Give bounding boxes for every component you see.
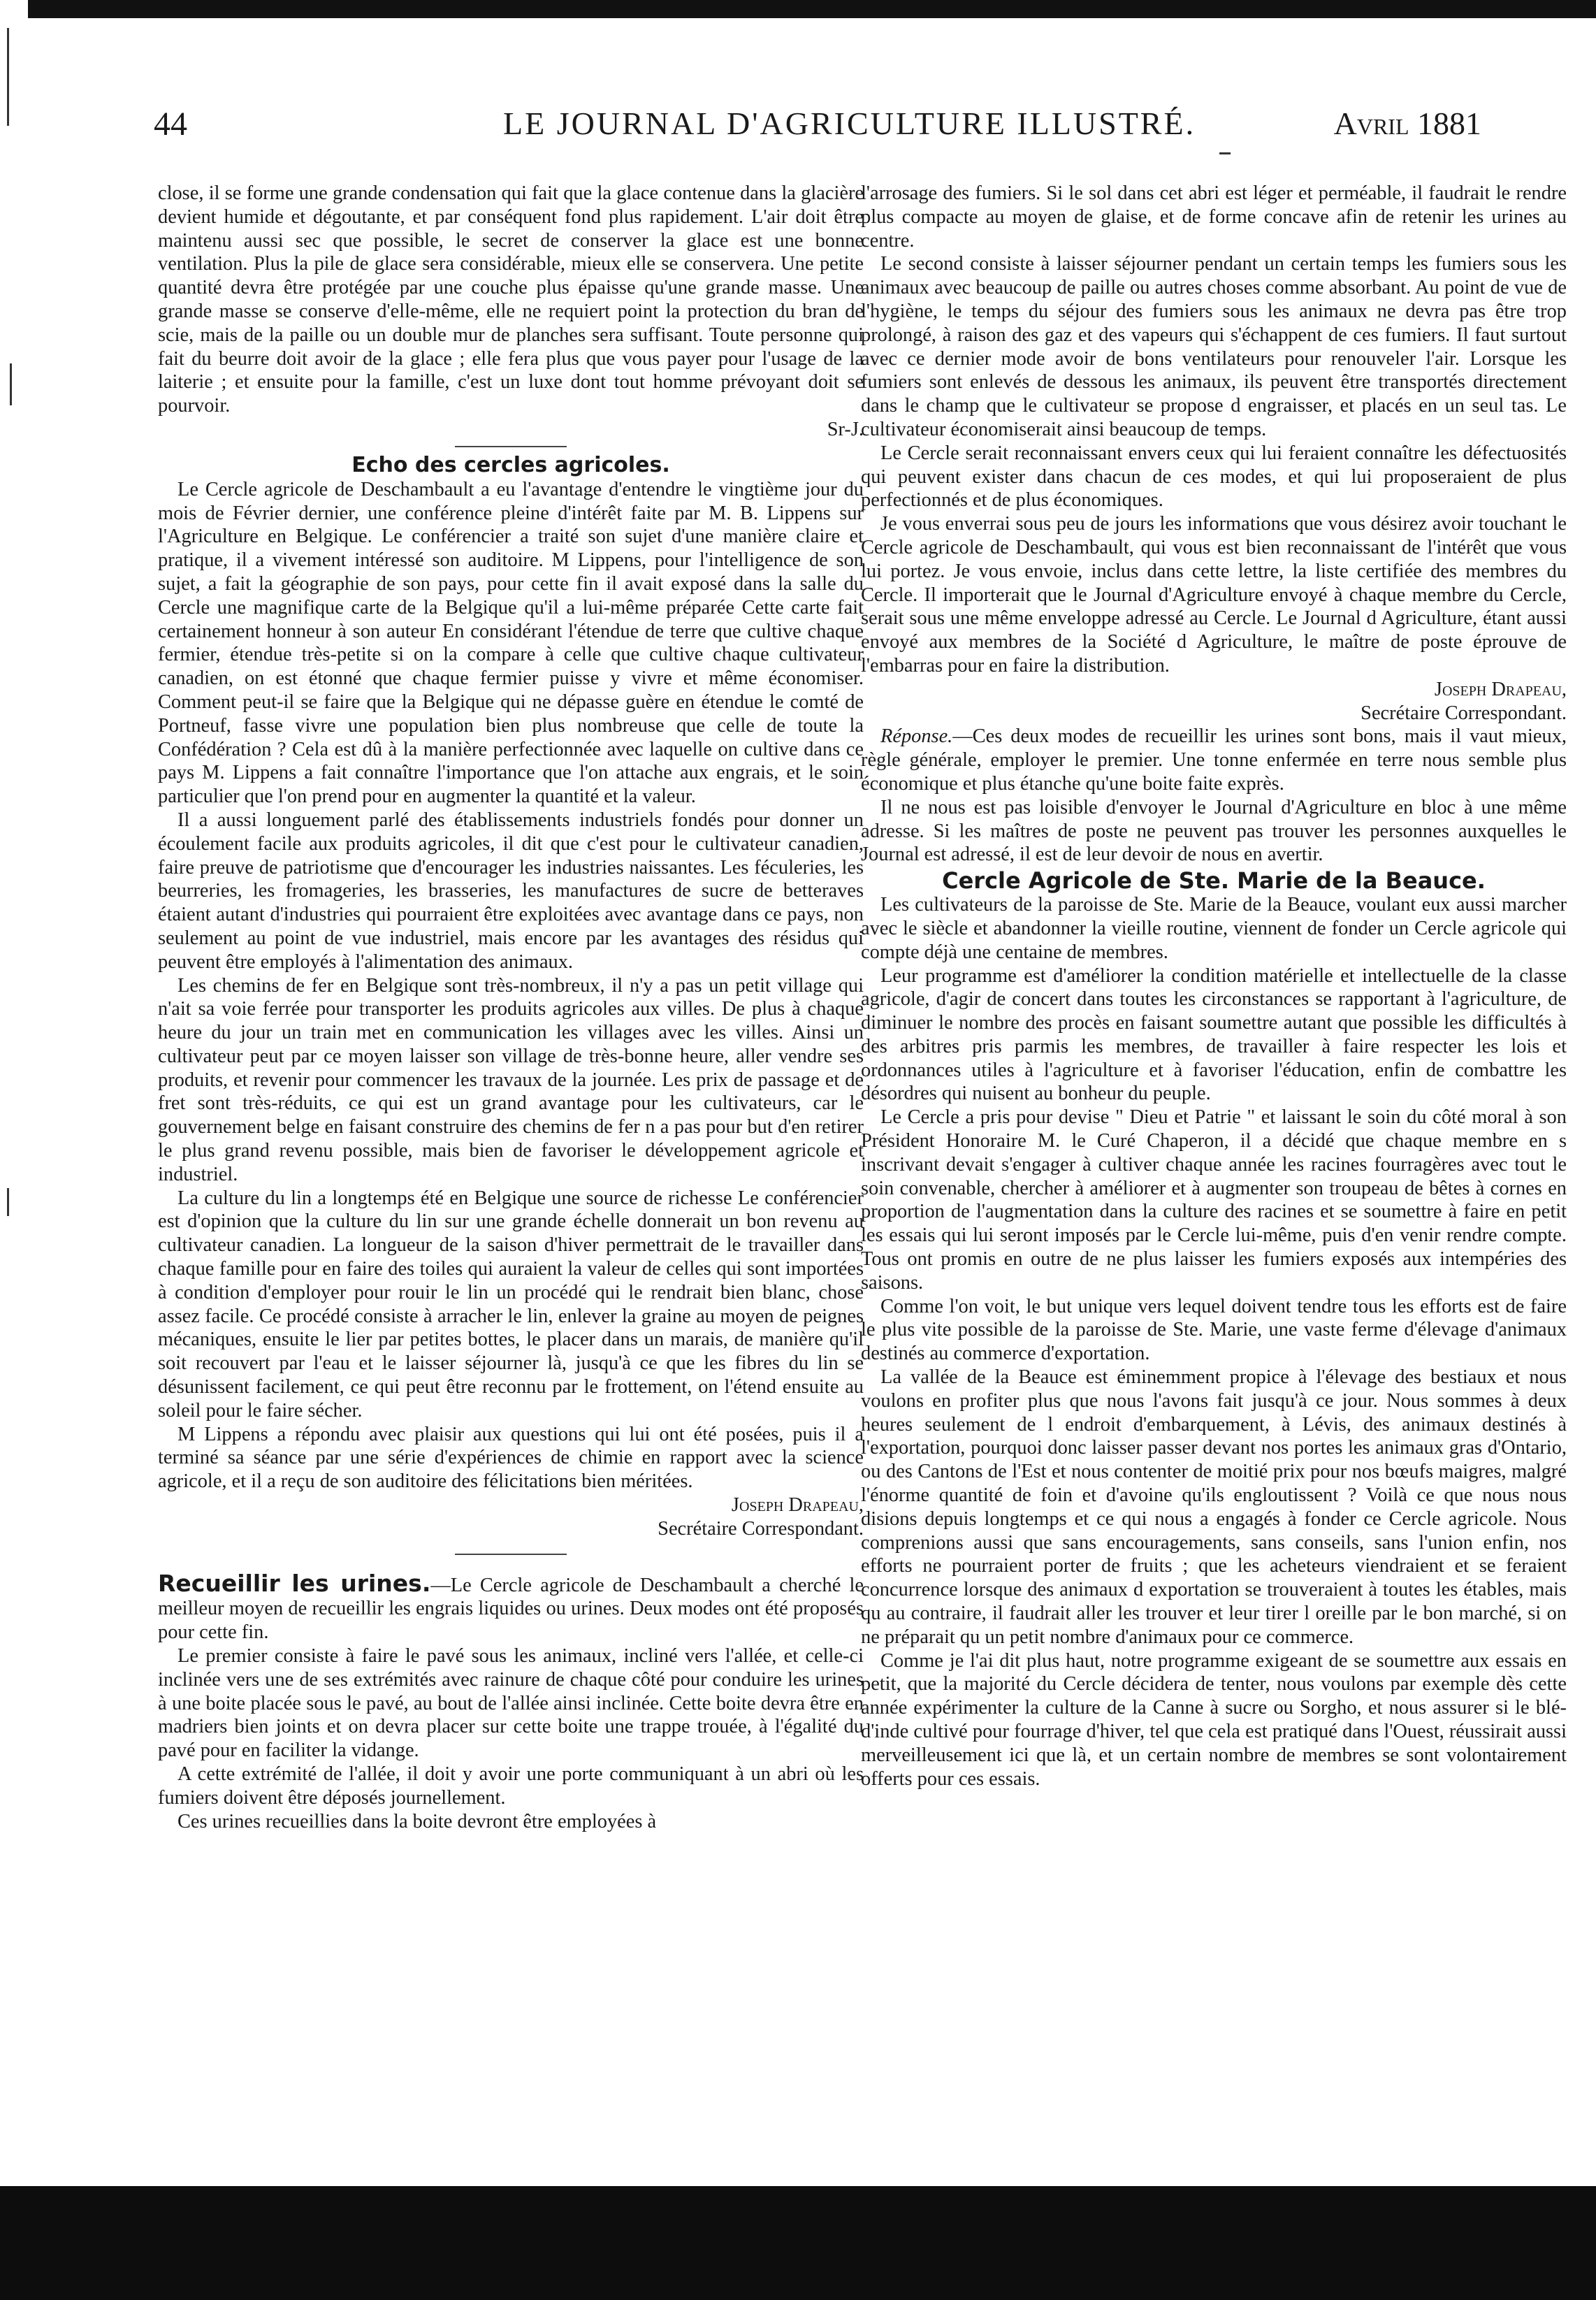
journal-title: LE JOURNAL D'AGRICULTURE ILLUSTRÉ. bbox=[503, 106, 1196, 141]
paragraph bbox=[158, 1569, 864, 1644]
page-header bbox=[154, 105, 1481, 147]
paragraph: Le premier consiste à faire le pavé sous les animaux, incliné vers l'allée, et celle-ci inclinée vers une de ses extrémités avec rainure de chaque côté pour conduire les urines à une boite placée sous le pavé, au bout de l'allée ainsi inclinée. Cette boite devra être en madriers bien joints et on devra placer sur cette boite une trappe trouée, à l'égalité du pavé pour en faciliter la vidange. bbox=[158, 1645, 864, 1762]
section-heading: Cercle Agricole de Ste. Marie de la Beauce. bbox=[942, 867, 1486, 895]
scan-top-border bbox=[28, 0, 1596, 18]
page-number: 44 bbox=[154, 106, 187, 143]
paragraph: close, il se forme une grande condensation qui fait que la glace contenue dans la glacière devient humide et dégoutante, et par conséquent fond plus rapidement. L'air doit être maintenu aussi sec que possible, le secret de conserver la glace est une bonne ventilation. Plus la pile de glace sera considérable, mieux elle se conservera. Une petite quantité devra être protégée par une couche plus épaisse qu'une grande masse. Une grande masse se conserve d'elle-même, elle ne requiert point la protection du bran de scie, mais de la paille ou un double mur de planches sera suffisant. Toute personne qui fait du beurre doit avoir de la glace ; elle fera plus que vous payer pour l'usage de la laiterie ; et ensuite pour la famille, c'est un luxe dont tout homme prévoyant doit se pourvoir. bbox=[158, 182, 864, 417]
right-column bbox=[861, 182, 1567, 1791]
paragraph: Il a aussi longuement parlé des établissements industriels fondés pour donner un écoulement facile aux produits agricoles, il dit que c'est pour le cultivateur canadien, faire preuve de patriotisme que d'encourager les industries naissantes. Les féculeries, les beurreries, les fromageries, les brasseries, les manufactures de sucre de betteraves étaient autant d'industries qui pourraient être exploitées avec avantage dans ce pays, non seulement au point de vue industriel, mais encore par les avantages des résidus qui peuvent être employés à l'alimentation des animaux. bbox=[158, 809, 864, 973]
section-rule bbox=[455, 1554, 567, 1555]
header-rule bbox=[1219, 152, 1231, 154]
scan-bottom-border bbox=[0, 2186, 1596, 2300]
section-heading: Echo des cercles agricoles. bbox=[351, 452, 670, 477]
paragraph-text: —Ces deux modes de recueillir les urines sont bons, mais il vaut mieux, règle générale, employer le premier. Une tonne enfermée en terre nous semble plus économique et plus étanche qu'une boite faite exprès. bbox=[861, 725, 1567, 795]
paragraph-text: —Le Cercle agricole de Deschambault a cherché le meilleur moyen de recueillir les engrais liquides ou urines. Deux modes ont été proposés pour cette fin. bbox=[158, 1574, 864, 1644]
paragraph: Comme je l'ai dit plus haut, notre programme exigeant de se soumettre aux essais en petit, que la majorité du Cercle décidera de tenter, nous voulons par exemple dès cette année expérimenter la culture de la Canne à sucre ou Sorgho, et nous assurer si le blé-d'inde cultivé pour fourrage d'hiver, tel que cela est pratiqué dans l'Ouest, réussirait aussi merveilleusement ici que là, et un certain nombre de membres se sont volontairement offerts pour ces essais. bbox=[861, 1649, 1567, 1790]
paragraph: Leur programme est d'améliorer la condition matérielle et intellectuelle de la classe agricole, d'agir de concert dans toutes les circonstances se rapportant à l'agriculture, de diminuer le nombre des procès en faisant soumettre autant que possible les difficultés à des arbitres pris parmis les membres, de travailler à faire respecter les lois et ordonnances utiles à l'agriculture et à favoriser l'éducation, enfin de combattre les désordres qui nuisent au bonheur du peuple. bbox=[861, 964, 1567, 1105]
paragraph bbox=[861, 725, 1567, 795]
paragraph: Il ne nous est pas loisible d'envoyer le Journal d'Agriculture en bloc à une même adresse. Si les maîtres de poste ne peuvent pas trouver les personnes auxquelles le Journal est adressé, il est de leur devoir de nous en avertir. bbox=[861, 796, 1567, 866]
paragraph: Le Cercle serait reconnaissant envers ceux qui lui feraient connaître les défectuosités qui peuvent exister dans chacun de ces modes, et qui lui proposeraient de plus perfectionnés et de plus économiques. bbox=[861, 442, 1567, 512]
paragraph: Le Cercle agricole de Deschambault a eu l'avantage d'entendre le vingtième jour du mois de Février dernier, une conférence pleine d'intérêt faite par M. B. Lippens sur l'Agriculture en Belgique. Le conférencier a traité son sujet d'une manière claire et pratique, il a vivement intéressé son auditoire. M Lippens, pour l'intelligence de son sujet, a fait la géographie de son pays, pour cette fin il avait exposé dans la salle du Cercle une magnifique carte de la Belgique qu'il a lui-même préparée Cette carte fait certainement honneur à son auteur En considérant l'étendue de terre que cultive chaque fermier, étendue très-petite si on la compare à celle que cultive chaque cultivateur canadien, on est étonné que chaque fermier puisse y vivre et même économiser. Comment peut-il se faire que la Belgique qui ne dépasse guère en étendue le comté de Portneuf, fasse vivre une population bien plus nombreuse que celle de toute la Confédération ? Cela est dû à la manière perfectionnée avec laquelle on cultive dans ce pays M. Lippens a fait connaître l'importance que l'on attache aux engrais, et le soin particulier que l'on prend pour en augmenter la quantité et la valeur. bbox=[158, 478, 864, 808]
paragraph: Ces urines recueillies dans la boite devront être employées à bbox=[177, 1810, 657, 1832]
paragraph: Comme l'on voit, le but unique vers lequel doivent tendre tous les efforts est de faire le plus vite possible de la paroisse de Ste. Marie, une vaste ferme d'élevage d'animaux destinés au commerce d'exportation. bbox=[861, 1295, 1567, 1365]
paragraph: l'arrosage des fumiers. Si le sol dans cet abri est léger et perméable, il faudrait le rendre plus compacte au moyen de glaise, et de forme concave afin de retenir les urines au centre. bbox=[861, 182, 1567, 252]
paragraph: Je vous enverrai sous peu de jours les informations que vous désirez avoir touchant le Cercle agricole de Deschambault, qui vous est bien reconnaissant de l'intérêt que vous lui portez. Je vous envoie, inclus dans cette lettre, la liste certifiée des membres du Cercle. Il importerait que le Journal d'Agriculture envoyé à chaque membre du Cercle, serait sous une même enveloppe adressé au Cercle. Le Journal d Agriculture, étant aussi envoyé aux membres de la Société d Agriculture, le maître de poste éprouve de l'embarras pour en faire la distribution. bbox=[861, 513, 1567, 677]
issue-date: Avril 1881 bbox=[1333, 106, 1481, 141]
scan-left-edge bbox=[0, 0, 28, 2186]
paragraph: Les chemins de fer en Belgique sont très-nombreux, il n'y a pas un petit village qui n'ait sa voie ferrée pour transporter les produits agricoles aux villes. De plus à chaque heure du jour un train met en communication les villages avec les villes. Ainsi un cultivateur peut par ce moyen laisser son village de très-bonne heure, aller vendre ses produits, et revenir pour commencer les travaux de la journée. Les prix de passage et de fret sont très-réduits, ce qui est un grand avantage pour les cultivateurs, car le gouvernement belge en faisant construire des chemins de fer n a pas pour but d'en retirer le plus grand revenu possible, mais bien de favoriser le développement agricole et industriel. bbox=[158, 974, 864, 1185]
section-rule bbox=[455, 446, 567, 447]
reply-label: Réponse. bbox=[880, 725, 953, 748]
paragraph: M Lippens a répondu avec plaisir aux questions qui lui ont été posées, puis il a terminé sa séance par une série d'expériences de chimie en rapport avec la science agricole, et il a reçu de son auditoire des félicitations bien méritées. bbox=[158, 1423, 864, 1493]
paragraph: Le second consiste à laisser séjourner pendant un certain temps les fumiers sous les animaux avec beaucoup de paille ou autres choses comme absorbant. Au point de vue de l'hygiène, le temps du séjour des fumiers sous les animaux ne devra pas être trop prolongé, à raison des gaz et des vapeurs qui s'échappent de ces fumiers. Il faut surtout avec ce dernier mode avoir de bons ventilateurs pour renouveler l'air. Lorsque les fumiers sont enlevés de dessous les animaux, ils peuvent être transportés directement dans le champ que le cultivateur se propose d engraisser, et placés en un seul tas. Le cultivateur économiserait ainsi beaucoup de temps. bbox=[861, 253, 1567, 440]
paragraph: A cette extrémité de l'allée, il doit y avoir une porte communiquant à un abri où les fumiers doivent être déposés journellement. bbox=[158, 1763, 864, 1809]
signature-title: Secrétaire Correspondant. bbox=[1361, 702, 1567, 724]
paragraph: La culture du lin a longtemps été en Belgique une source de richesse Le conférencier est d'opinion que la culture du lin sur une grande échelle donnerait un bon revenu au cultivateur canadien. La longueur de la saison d'hiver permettrait de le travailler dans chaque famille pour en faire des toiles qui auraient la valeur de celles qui sont importées à condition d'employer pour rouir le lin un procédé qui le rendrait bien blanc, chose assez facile. Ce procédé consiste à arracher le lin, enlever la graine au moyen de peignes mécaniques, ensuite le lier par petites bottes, le placer dans un marais, de manière qu'il soit recouvert par l'eau et le laisser séjourner là, jusqu'à ce que les fibres du lin se désunissent facilement, ce qui peut être reconnu par le frottement, on l'étend ensuite au soleil pour le faire sécher. bbox=[158, 1187, 864, 1422]
signature-name: Joseph Drapeau, bbox=[1434, 678, 1567, 700]
signature-title: Secrétaire Correspondant. bbox=[658, 1517, 864, 1540]
paragraph: Les cultivateurs de la paroisse de Ste. Marie de la Beauce, voulant eux aussi marcher avec le siècle et abandonner la vieille routine, viennent de fonder un Cercle agricole qui compte déjà une centaine de membres. bbox=[861, 894, 1567, 963]
signature: Sr-J. bbox=[827, 418, 864, 440]
paragraph: Le Cercle a pris pour devise " Dieu et Patrie " et laissant le soin du côté moral à son Président Honoraire M. le Curé Chaperon, il a décidé que chaque membre en s inscrivant devait s'engager à cultiver chaque année les racines fourragères avec tout le soin convenable, chercher à améliorer et à augmenter son troupeau de bêtes à cornes en proportion de l'augmentation dans la culture des racines et se soumettre à faire en petit les essais qui lui seront imposés par le Cercle lui-même, puis d'en venir rendre compte. Tous ont promis en outre de ne plus laisser les fumiers exposés aux intempéries des saisons. bbox=[861, 1106, 1567, 1294]
paragraph: La vallée de la Beauce est éminemment propice à l'élevage des bestiaux et nous voulons en profiter plus que nous l'avons fait jusqu'à ce jour. Nous sommes à deux heures seulement de l endroit d'embarquement, à Lévis, des animaux destinés à l'exportation, pourquoi donc laisser passer devant nos portes les animaux gras d'Ontario, ou des Cantons de l'Est et nous contenter de moitié prix pour nos bœufs maigres, malgré l'énorme quantité de foin et d'avoine qu'ils engloutissent ? Voilà ce que nous nous disions depuis longtemps et ce qui nous a engagés à fonder ce Cercle agricole. Nous comprenions aussi que sans encouragements, sans conseils, sans l'union enfin, nos efforts ne pourraient porter de fruits ; que les acheteurs viendraient et se feraient concurrence lorsque des animaux d exportation se trouveraient à toutes les étables, mais qu au contraire, il faudrait aller les trouver et leur tirer l oreille par le bon marché, si on ne préparait qu un petit nombre d'animaux pour ce commerce. bbox=[861, 1366, 1567, 1648]
signature-name: Joseph Drapeau, bbox=[731, 1494, 864, 1517]
inline-heading: Recueillir les urines. bbox=[158, 1569, 431, 1597]
left-column bbox=[158, 182, 864, 1833]
